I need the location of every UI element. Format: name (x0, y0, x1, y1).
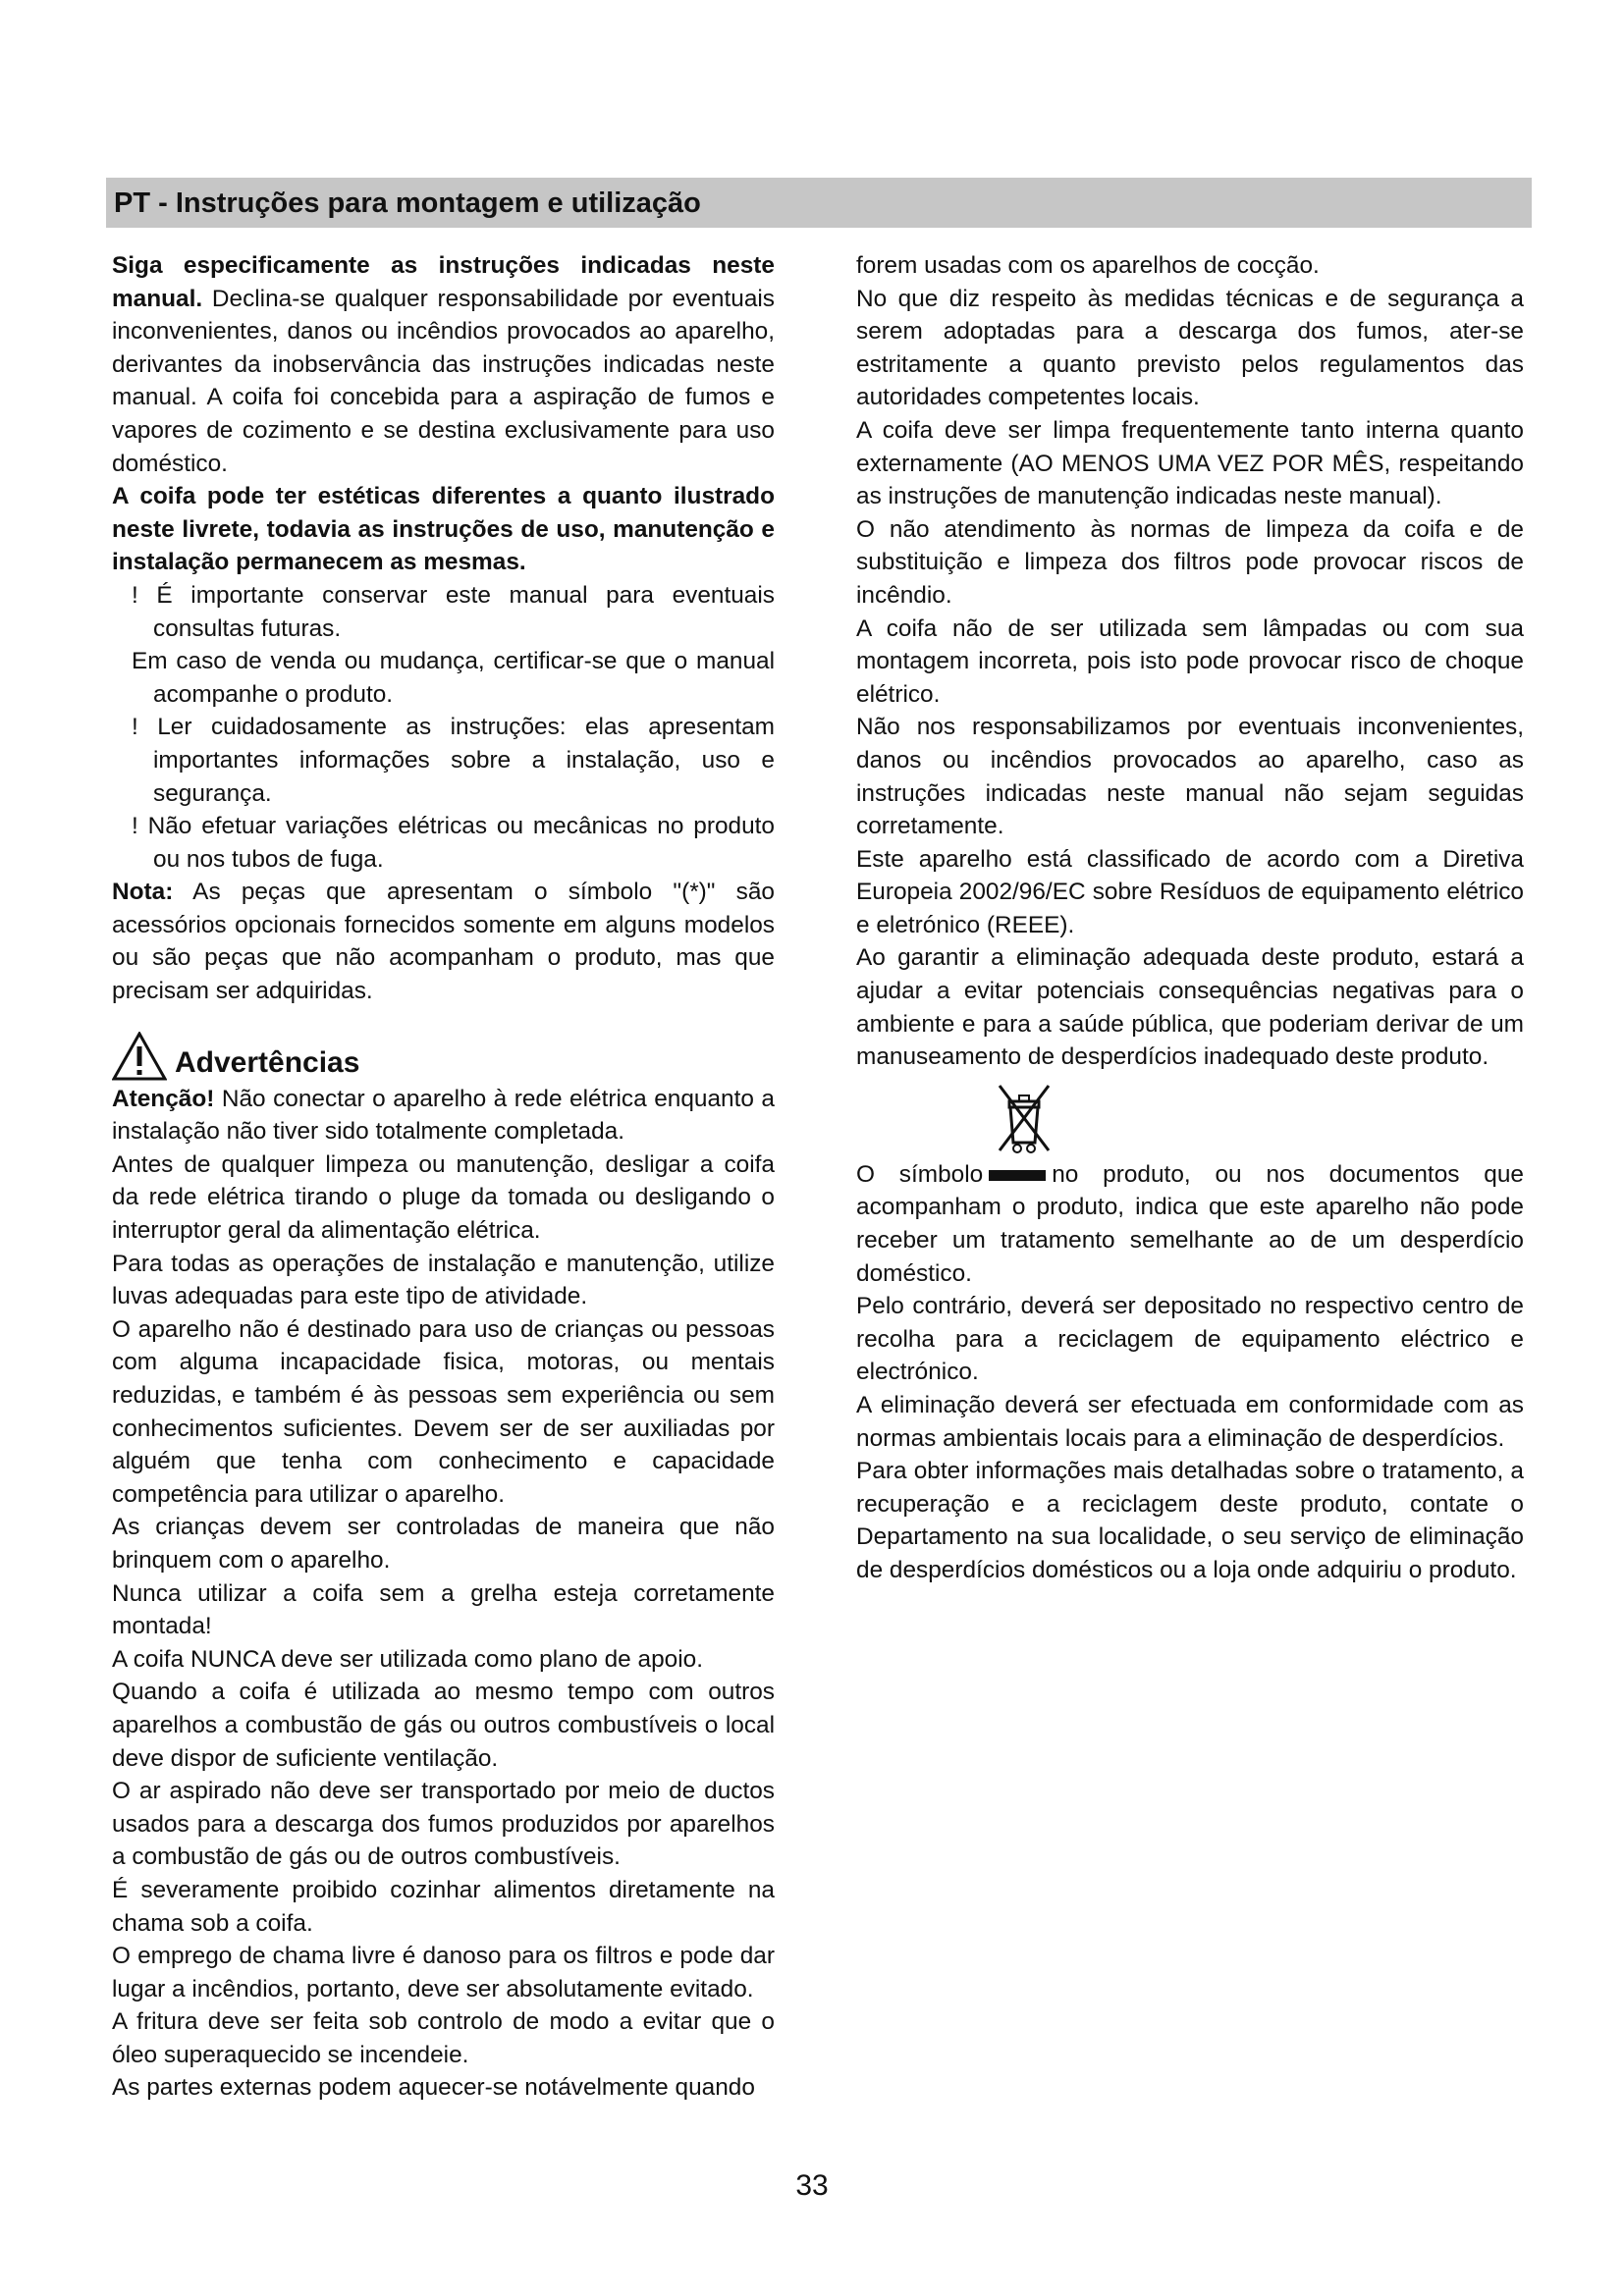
warning-triangle-icon (112, 1032, 167, 1081)
paragraph: Não nos responsabilizamos por eventuais inconvenientes, danos ou incêndios provocados ao aparelho, caso as instruções indicadas neste manual não sejam seguidas corretamente. (856, 714, 1524, 840)
paragraph: A coifa NUNCA deve ser utilizada como plano de apoio. (112, 1645, 703, 1673)
section-header (106, 178, 1532, 228)
right-column (856, 249, 1524, 1587)
paragraph: Quando a coifa é utilizada ao mesmo tempo com outros aparelhos a combustão de gás ou outros combustíveis o local deve dispor de suficiente ventilação. (112, 1679, 775, 1772)
bullet-conserve: ! É importante conservar este manual para eventuais consultas futuras. (132, 581, 775, 642)
left-column (112, 249, 775, 2105)
paragraph: A eliminação deverá ser efectuada em conformidade com as normas ambientais locais para a eliminação de desperdícios. (856, 1392, 1524, 1452)
symbol-text-b: no produto, ou nos documentos que acompanham o produto, indica que este aparelho não pode receber um tratamento semelhante ao de um desperdício doméstico. (856, 1160, 1524, 1287)
paragraph: Nunca utilizar a coifa sem a grelha esteja corretamente montada! (112, 1579, 775, 1640)
intro-bold: Siga especificamente as instruções indicadas neste manual. (112, 252, 775, 312)
symbol-paragraph (856, 1158, 1524, 1290)
paragraph: Ao garantir a eliminação adequada deste produto, estará a ajudar a evitar potenciais consequências negativas para o ambiente e para a saúde pública, que poderiam derivar de um manuseamento de desperdícios inadequado deste produto. (856, 944, 1524, 1071)
paragraph: Pelo contrário, deverá ser depositado no respectivo centro de recolha para a reciclagem de equipamento eléctrico e electrónico. (856, 1293, 1524, 1386)
paragraph: Este aparelho está classificado de acordo com a Diretiva Europeia 2002/96/EC sobre Resíduos de equipamento elétrico e eletrónico (REEE). (856, 845, 1524, 938)
weee-symbol-block (856, 1080, 1524, 1158)
page-number: 33 (795, 2169, 829, 2202)
intro-text: Declina-se qualquer responsabilidade por eventuais inconvenientes, danos ou incêndios provocados ao aparelho, derivantes da inobservância das instruções indicadas neste manual. A coifa foi concebida para a aspiração de fumos e vapores de cozimento e se destina exclusivamente para uso doméstico. (112, 285, 775, 477)
warnings-heading (112, 1030, 775, 1079)
paragraph: Para todas as operações de instalação e manutenção, utilize luvas adequadas para este tipo de atividade. (112, 1250, 775, 1310)
nota-paragraph (112, 876, 775, 1007)
paragraph: A coifa deve ser limpa frequentemente tanto interna quanto externamente (AO MENOS UMA VEZ POR MÊS, respeitando as instruções de manutenção indicadas neste manual). (856, 416, 1524, 510)
paragraph: A coifa não de ser utilizada sem lâmpadas ou com sua montagem incorreta, pois isto pode provocar risco de choque elétrico. (856, 614, 1524, 708)
paragraph: forem usadas com os aparelhos de cocção. (856, 252, 1320, 279)
paragraph: O não atendimento às normas de limpeza da coifa e de substituição e limpeza dos filtros pode provocar riscos de incêndio. (856, 515, 1524, 609)
bullet-sale: Em caso de venda ou mudança, certificar-se que o manual acompanhe o produto. (132, 648, 775, 708)
paragraph: O ar aspirado não deve ser transportado por meio de ductos usados para a descarga dos fumos produzidos por aparelhos a combustão de gás ou de outros combustíveis. (112, 1778, 775, 1871)
warnings-title: Advertências (175, 1045, 360, 1079)
paragraph: As crianças devem ser controladas de maneira que não brinquem com o aparelho. (112, 1514, 775, 1574)
nota-label: Nota: (112, 879, 174, 906)
paragraph: Antes de qualquer limpeza ou manutenção, desligar a coifa da rede elétrica tirando o pluge da tomada ou desligando o interruptor geral da alimentação elétrica. (112, 1150, 775, 1245)
crossed-bin-icon (994, 1080, 1055, 1158)
bullet-no-change: ! Não efetuar variações elétricas ou mecânicas no produto ou nos tubos de fuga. (132, 813, 775, 873)
atencao-text: Não conectar o aparelho à rede elétrica enquanto a instalação não tiver sido totalmente completada. (112, 1085, 775, 1146)
paragraph: O aparelho não é destinado para uso de crianças ou pessoas com alguma incapacidade fisica, motoras, ou mentais reduzidas, e também é às pessoas sem experiência ou sem conhecimentos suficientes. Devem ser de ser auxiliadas por alguém que tenha com conhecimento e capacidade competência para utilizar o aparelho. (112, 1315, 775, 1508)
intro-paragraph (112, 249, 775, 480)
paragraph: Para obter informações mais detalhadas sobre o tratamento, a recuperação e a reciclagem deste produto, contate o Departamento na sua localidade, o seu serviço de eliminação de desperdícios domésticos ou a loja onde adquiriu o produto. (856, 1458, 1524, 1583)
paragraph: A fritura deve ser feita sob controlo de modo a evitar que o óleo superaquecido se incendeie. (112, 2008, 775, 2068)
bold-note-text: A coifa pode ter estéticas diferentes a quanto ilustrado neste livrete, todavia as instruções de uso, manutenção e instalação permanecem as mesmas. (112, 483, 775, 576)
atencao-label: Atenção! (112, 1085, 215, 1112)
symbol-text-a: O símbolo (856, 1160, 984, 1188)
bullet-read: ! Ler cuidadosamente as instruções: elas apresentam importantes informações sobre a instalação, uso e segurança. (132, 714, 775, 807)
paragraph: É severamente proibido cozinhar alimentos diretamente na chama sob a coifa. (112, 1876, 775, 1937)
atencao-paragraph (112, 1083, 775, 1148)
paragraph: As partes externas podem aquecer-se notávelmente quando (112, 2074, 755, 2102)
section-title: PT - Instruções para montagem e utilização (114, 187, 701, 219)
bold-note (112, 480, 775, 579)
nota-text: As peças que apresentam o símbolo "(*)" são acessórios opcionais fornecidos somente em alguns modelos ou são peças que não acompanham o produto, mas que precisam ser adquiridas. (112, 879, 775, 1005)
paragraph: O emprego de chama livre é danoso para os filtros e pode dar lugar a incêndios, portanto, deve ser absolutamente evitado. (112, 1943, 775, 2002)
paragraph: No que diz respeito às medidas técnicas e de segurança a serem adoptadas para a descarga dos fumos, ater-se estritamente a quanto previsto pelos regulamentos das autoridades competentes locais. (856, 285, 1524, 411)
black-bar-symbol (989, 1170, 1046, 1181)
